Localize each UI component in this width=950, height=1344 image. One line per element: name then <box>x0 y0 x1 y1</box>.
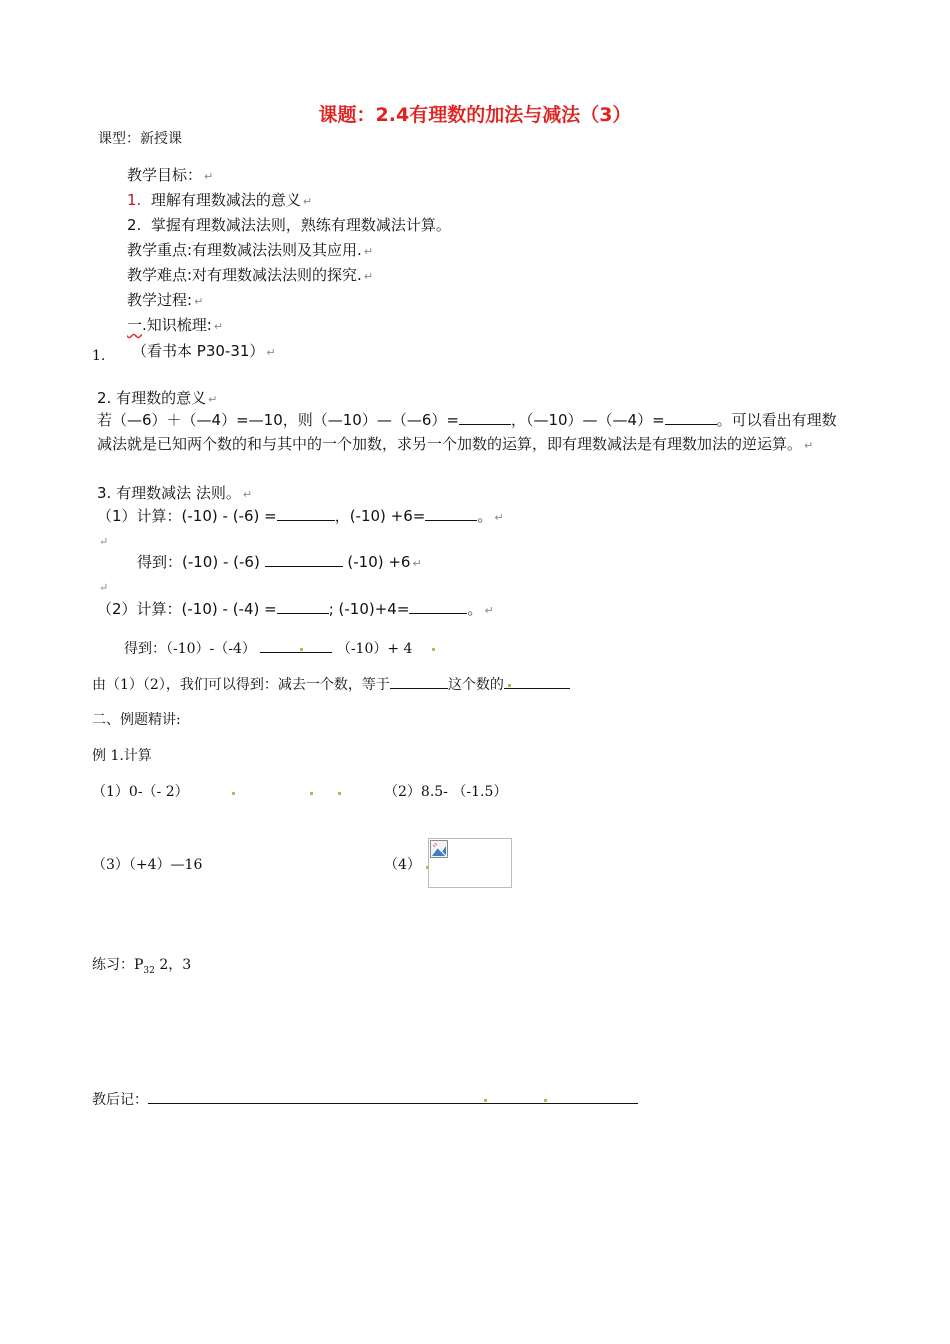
get-1: 得到：(-10) - (-6) (-10) +6 ↵ <box>137 553 422 571</box>
return-mark-icon: ↵ <box>99 535 109 548</box>
exercise-2: （2）8.5- （-1.5） <box>384 784 508 800</box>
example-1-heading: 例 1.计算 <box>92 748 152 764</box>
return-mark-icon: ↵ <box>213 320 224 333</box>
section-2-heading: 二、例题精讲: <box>92 712 181 728</box>
blank-7 <box>409 612 467 614</box>
section-1-heading: 一.知识梳理: ↵ <box>127 316 224 334</box>
meaning-paragraph: 若（—6）＋（—4）=—10，则（—10）—（—6）= ，（—10）—（—4）= 。可以看出有理数减法就是已知两个数的和与其中的一个加数，求另一个加数的运算，即有理数减法是有理数加法的逆运算。 ↵ <box>97 411 837 453</box>
return-mark-icon: ↵ <box>266 346 276 359</box>
return-mark-icon: ↵ <box>363 245 374 258</box>
blank-6 <box>277 612 329 614</box>
practice: 练习：$P_{32}$ 2，3 <box>92 957 192 976</box>
return-mark-icon: ↵ <box>242 488 253 501</box>
return-mark-icon: ↵ <box>412 557 422 570</box>
blank-9 <box>390 687 448 689</box>
goals-heading: 教学目标： ↵ <box>127 166 214 184</box>
afterword: 教后记： <box>92 1089 638 1109</box>
calc-2: （2）计算：(-10) - (-4) = ; (-10)+4= 。 ↵ <box>97 600 494 618</box>
broken-image-icon <box>430 840 448 858</box>
image-placeholder <box>428 838 512 888</box>
return-mark-icon: ↵ <box>194 295 204 308</box>
return-mark-icon: ↵ <box>204 170 214 183</box>
process-heading: 教学过程: ↵ <box>127 291 204 309</box>
page-title: 课题：2.4有理数的加法与减法（3） <box>318 104 632 126</box>
get-2: 得到：（-10）-（-4） （-10）+ 4 <box>124 641 413 657</box>
return-mark-icon: ↵ <box>99 581 109 594</box>
difficulty: 教学难点:对有理数减法法则的探究. ↵ <box>127 266 374 284</box>
conclusion: 由（1）（2），我们可以得到：减去一个数，等于 这个数的 <box>92 674 570 694</box>
item-3: 3. 有理数减法 法则。 ↵ <box>97 484 253 502</box>
item-1-number: 1. <box>92 348 106 364</box>
blank-2 <box>665 423 717 425</box>
return-mark-icon: ↵ <box>302 195 313 208</box>
blank-5 <box>265 565 343 567</box>
return-mark-icon: ↵ <box>208 393 218 406</box>
exercise-3: （3）（+4）—16 <box>92 857 203 873</box>
exercise-1: （1）0-（- 2） <box>92 784 189 800</box>
blank-4 <box>425 519 477 521</box>
goal-2: 2. 掌握有理数减法法则，熟练有理数减法计算。 <box>127 216 451 234</box>
blank-10 <box>504 687 570 689</box>
return-mark-icon: ↵ <box>484 604 494 617</box>
return-mark-icon: ↵ <box>363 270 374 283</box>
goal-1: 1. 理解有理数减法的意义 ↵ <box>127 191 313 209</box>
calc-1: （1）计算：(-10) - (-6) = ，(-10) +6= 。 ↵ <box>97 507 504 525</box>
blank-8 <box>260 651 332 653</box>
blank-3 <box>277 519 335 521</box>
item-1: （看书本 P30-31） ↵ <box>132 342 276 360</box>
exercise-4: （4） <box>384 857 421 873</box>
return-mark-icon: ↵ <box>804 439 814 452</box>
afterword-line <box>148 1102 638 1104</box>
blank-1 <box>459 423 511 425</box>
return-mark-icon: ↵ <box>494 511 504 524</box>
key-point: 教学重点:有理数减法法则及其应用. ↵ <box>127 241 374 259</box>
item-2: 2. 有理数的意义 ↵ <box>97 389 218 407</box>
lesson-type: 课型：新授课 <box>98 131 182 147</box>
